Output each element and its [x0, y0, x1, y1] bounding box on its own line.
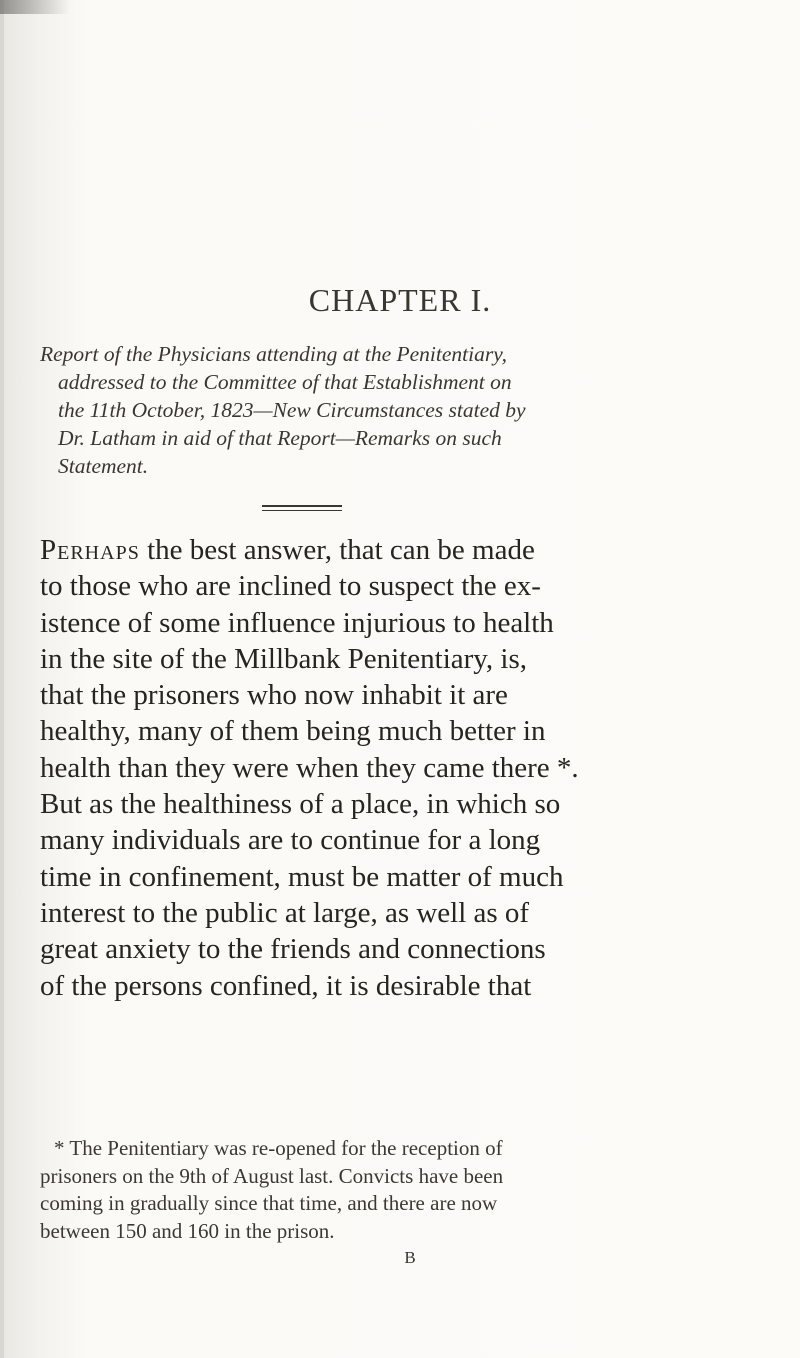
body-line: interest to the public at large, as well as of [40, 896, 530, 929]
body-line: time in confinement, must be matter of much [40, 860, 564, 893]
summary-line: Report of the Physicians attending at the Penitentiary, [40, 342, 507, 366]
summary-line: Dr. Latham in aid of that Report—Remarks on such [58, 426, 502, 450]
summary-line: the 11th October, 1823—New Circumstances stated by [58, 398, 526, 422]
body-line [40, 532, 800, 568]
body-line: many individuals are to continue for a long [40, 824, 541, 857]
footnote-line: between 150 and 160 in the prison. [40, 1218, 335, 1243]
opening-word: Perhaps [40, 534, 140, 566]
body-line: to those who are inclined to suspect the ex- [40, 570, 541, 603]
body-line: istence of some influence injurious to health [40, 606, 554, 639]
footnote-line: coming in gradually since that time, and there are now [40, 1191, 498, 1215]
body-line: health than they were when they came there *. [40, 751, 579, 784]
body-line: that the prisoners who now inhabit it are [40, 679, 508, 712]
section-divider [262, 505, 342, 511]
body-line: healthy, many of them being much better in [40, 715, 546, 748]
first-line-text: the best answer, that can be made [139, 534, 535, 566]
body-line: But as the healthiness of a place, in which so [40, 788, 561, 821]
footnote-line: * The Penitentiary was re-opened for the reception of [54, 1136, 503, 1160]
chapter-summary [40, 340, 680, 480]
page-corner-shadow [0, 0, 70, 14]
summary-line: addressed to the Committee of that Establishment on [58, 370, 512, 394]
footnote [40, 1135, 760, 1245]
body-line: of the persons confined, it is desirable that [40, 969, 532, 1002]
footnote-line: prisoners on the 9th of August last. Convicts have been [40, 1163, 504, 1188]
body-line: in the site of the Millbank Penitentiary, is, [40, 642, 528, 675]
page-gutter-edge [0, 0, 4, 1358]
chapter-heading: CHAPTER I. [308, 282, 492, 318]
signature-mark: B [404, 1248, 416, 1267]
summary-line: Statement. [58, 454, 149, 478]
body-paragraph [40, 532, 800, 1004]
body-line: great anxiety to the friends and connections [40, 933, 546, 966]
